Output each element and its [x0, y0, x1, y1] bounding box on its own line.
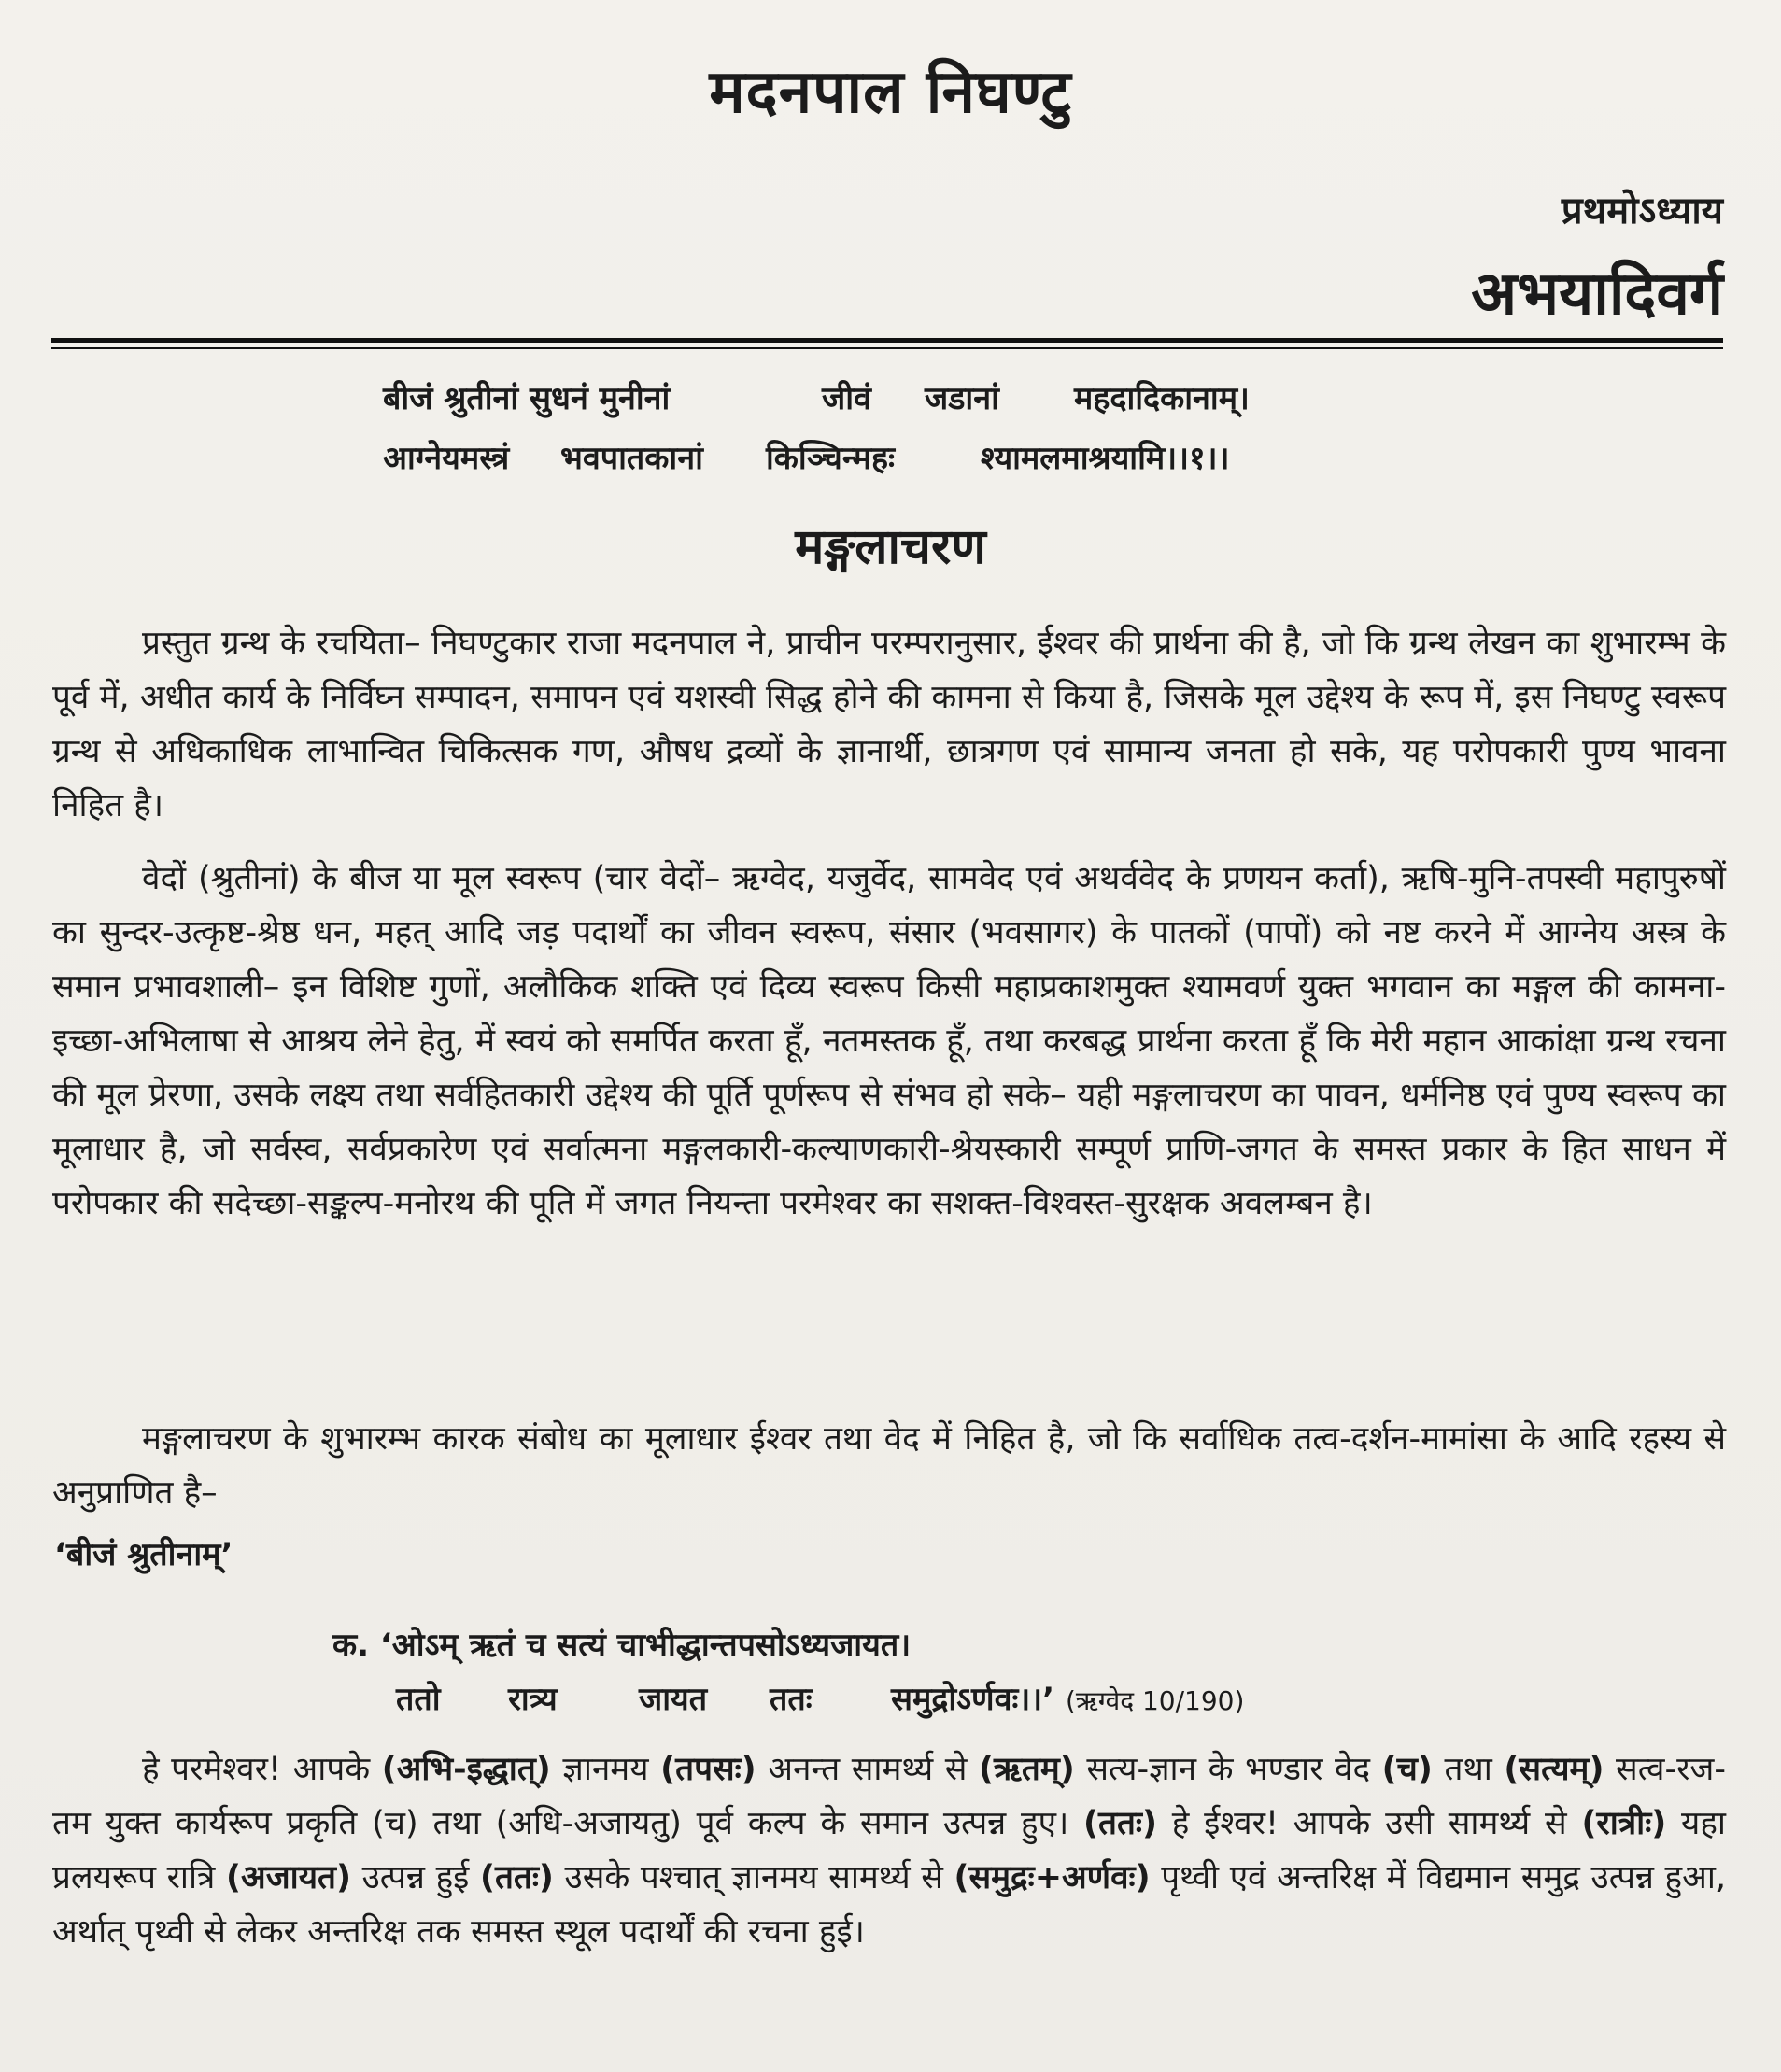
para4-text: अनन्त सामर्थ्य से — [756, 1751, 980, 1788]
para4-bold-term: (समुद्रः+अर्णवः) — [954, 1859, 1151, 1896]
para4-bold-term: (ततः) — [479, 1859, 554, 1896]
verse-line-2 — [396, 1675, 1244, 1726]
para4-text: सत्व-रज-तम युक्त कार्यरूप प्रकृति (च) तथा (अधि-अजायतु) पूर्व कल्प के समान उत्पन्न हुए। — [52, 1751, 1726, 1842]
shloka-segment: किञ्चिन्महः — [766, 440, 895, 477]
para4-bold-term: (तपसः) — [660, 1751, 756, 1788]
verse-word: जायत — [639, 1681, 708, 1718]
shloka-segment: बीजं श्रुतीनां सुधनं मुनीनां — [383, 380, 671, 417]
verse-word: समुद्रोऽर्णवः।।’ — [891, 1681, 1055, 1718]
shloka-line-2 — [383, 435, 1410, 482]
chapter-heading: प्रथमोऽध्याय — [1561, 190, 1723, 233]
para4-bold-term: (ऋतम्) — [979, 1751, 1075, 1788]
verse-word: ततः — [770, 1681, 813, 1718]
shloka-segment: जीवं — [822, 380, 871, 417]
section-title: मङ्गलाचरण — [795, 519, 986, 575]
para4-text: पृथ्वी एवं अन्तरिक्ष में विद्यमान समुद्र उत्पन्न हुआ, अर्थात् पृथ्वी से लेकर अन्तरिक्ष तक समस्त स्थूल पदार्थों की रचना हुई। — [52, 1859, 1726, 1951]
verse-reference: (ऋग्वेद 10/190) — [1065, 1685, 1245, 1716]
para4-text: उत्पन्न हुई — [351, 1859, 480, 1896]
para4-bold-term: (अभि-इद्धात्) — [381, 1751, 551, 1788]
book-title: मदनपाल निघण्टु — [709, 58, 1072, 127]
header-rule-thin — [51, 347, 1723, 349]
para4-text: तथा — [1432, 1751, 1505, 1788]
shloka-segment: जडानां — [925, 380, 999, 417]
para4-text: यहा प्रलयरूप रात्रि — [52, 1805, 1726, 1896]
shloka-segment: भवपातकानां — [560, 440, 703, 477]
shloka-segment: आग्नेयमस्त्रं — [383, 440, 510, 477]
para4-bold-term: (ततः) — [1083, 1805, 1157, 1842]
header-rule-thick — [51, 338, 1723, 343]
para4-bold-term: (सत्यम्) — [1504, 1751, 1604, 1788]
para4-text: उसके पश्चात् ज्ञानमय सामर्थ्य से — [553, 1859, 954, 1896]
paragraph-4 — [52, 1742, 1726, 1959]
verse-line-1: क. ‘ओऽम् ऋतं च सत्यं चाभीद्धान्तपसोऽध्यजायत। — [332, 1627, 912, 1664]
verse-word: ततो — [396, 1681, 441, 1718]
quote-label: ‘बीजं श्रुतीनाम्’ — [54, 1536, 233, 1573]
section-heading: अभयादिवर्ग — [1471, 260, 1723, 329]
verse-word: रात्र्य — [508, 1681, 558, 1718]
shloka-segment: श्यामलमाश्रयामि।।१।। — [981, 440, 1230, 477]
para4-text: सत्य-ज्ञान के भण्डार वेद — [1074, 1751, 1382, 1788]
shloka-line-1 — [383, 375, 1410, 422]
para4-text: हे ईश्वर! आपके उसी सामर्थ्य से — [1156, 1805, 1582, 1842]
shloka-segment: महदादिकानाम्। — [1074, 380, 1250, 417]
para4-text: ज्ञानमय — [550, 1751, 661, 1788]
para4-text: हे परमेश्वर! आपके — [142, 1751, 382, 1788]
paragraph-1: प्रस्तुत ग्रन्थ के रचयिता– निघण्टुकार राजा मदनपाल ने, प्राचीन परम्परानुसार, ईश्वर की प्रार्थना की है, जो कि ग्रन्थ लेखन का शुभारम्भ के पूर्व में, अधीत कार्य के निर्विघ्न सम्पादन, समापन एवं यशस्वी सिद्ध होने की कामना से किया है, जिसके मूल उद्देश्य के रूप में, इस निघण्टु स्वरूप ग्रन्थ से अधिकाधिक लाभान्वित चिकित्सक गण, औषध द्रव्यों के ज्ञानार्थी, छात्रगण एवं सामान्य जनता हो सके, यह परोपकारी पुण्य भावना निहित है। — [52, 625, 1726, 825]
para4-bold-term: (च) — [1381, 1751, 1433, 1788]
para4-bold-term: (रात्रीः) — [1581, 1805, 1667, 1842]
paragraph-3: मङ्गलाचरण के शुभारम्भ कारक संबोध का मूलाधार ईश्वर तथा वेद में निहित है, जो कि सर्वाधिक तत्व-दर्शन-मामांसा के आदि रहस्य से अनुप्राणित है– — [52, 1420, 1726, 1512]
para4-bold-term: (अजायत) — [225, 1859, 351, 1896]
paragraph-2: वेदों (श्रुतीनां) के बीज या मूल स्वरूप (चार वेदों– ऋग्वेद, यजुर्वेद, सामवेद एवं अथर्ववेद के प्रणयन कर्ता), ऋषि-मुनि-तपस्वी महापुरुषों का सुन्दर-उत्कृष्ट-श्रेष्ठ धन, महत् आदि जड़ पदार्थों का जीवन स्वरूप, संसार (भवसागर) के पातकों (पापों) को नष्ट करने में आग्नेय अस्त्र के समान प्रभावशाली– इन विशिष्ट गुणों, अलौकिक शक्ति एवं दिव्य स्वरूप किसी महाप्रकाशमुक्त श्यामवर्ण युक्त भगवान का मङ्गल की कामना-इच्छा-अभिलाषा से आश्रय लेने हेतु, में स्वयं को समर्पित करता हूँ, नतमस्तक हूँ, तथा करबद्ध प्रार्थना करता हूँ कि मेरी महान आकांक्षा ग्रन्थ रचना की मूल प्रेरणा, उसके लक्ष्य तथा सर्वहितकारी उद्देश्य की पूर्ति पूर्णरूप से संभव हो सके– यही मङ्गलाचरण का पावन, धर्मनिष्ठ एवं पुण्य स्वरूप का मूलाधार है, जो सर्वस्व, सर्वप्रकारेण एवं सर्वात्मना मङ्गलकारी-कल्याणकारी-श्रेयस्कारी सम्पूर्ण प्राणि-जगत के समस्त प्रकार के हित साधन में परोपकार की सदेच्छा-सङ्कल्प-मनोरथ की पूति में जगत नियन्ता परमेश्वर का सशक्त-विश्वस्त-सुरक्षक अवलम्बन है। — [52, 860, 1726, 1222]
